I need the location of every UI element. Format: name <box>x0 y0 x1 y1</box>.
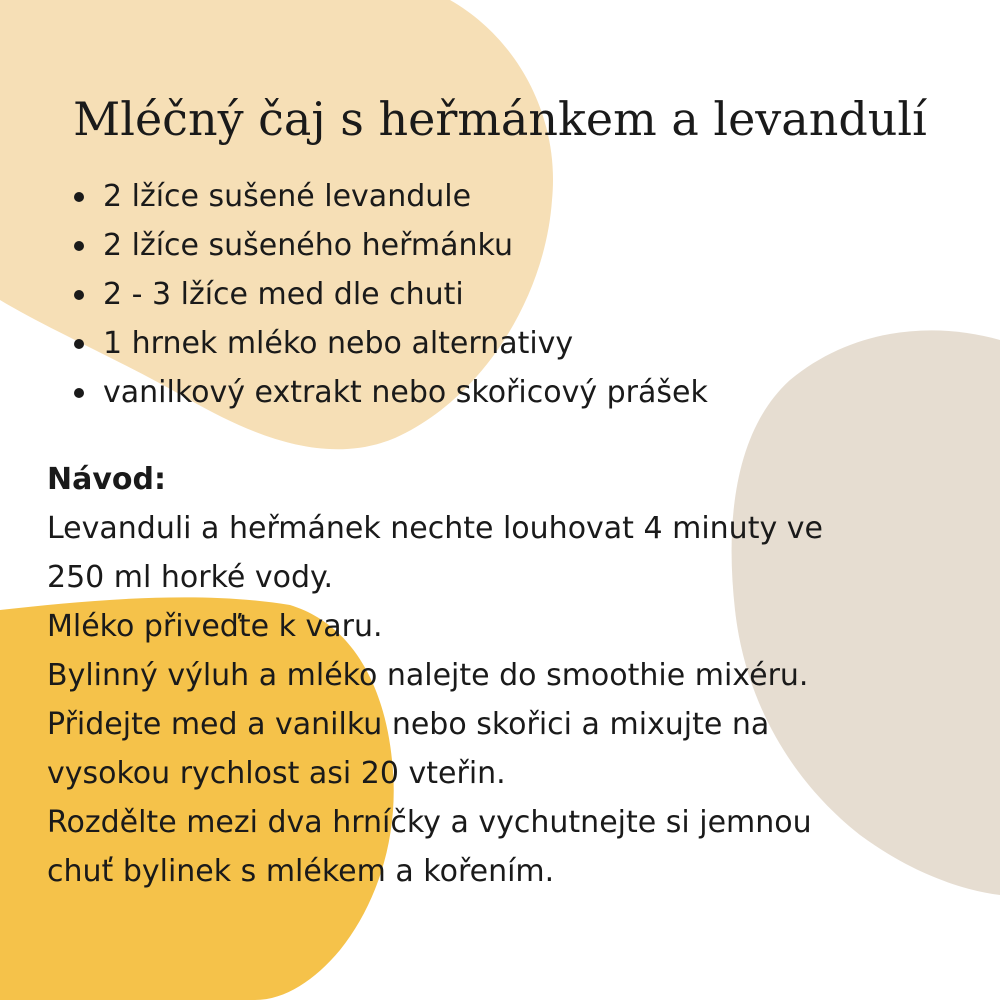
instruction-line: Mléko přiveďte k varu. <box>47 609 383 644</box>
instruction-line: 250 ml horké vody. <box>47 560 334 595</box>
instruction-line: chuť bylinek s mlékem a kořením. <box>47 854 555 889</box>
recipe-title: Mléčný čaj s heřmánkem a levandulí <box>73 92 927 146</box>
ingredient-item: 2 lžíce sušené levandule <box>103 172 708 221</box>
instruction-line: vysokou rychlost asi 20 vteřin. <box>47 756 506 791</box>
ingredient-item: 2 lžíce sušeného heřmánku <box>103 221 708 270</box>
ingredient-item: 1 hrnek mléko nebo alternativy <box>103 319 708 368</box>
instructions-heading: Návod: <box>47 462 166 497</box>
instruction-line: Rozdělte mezi dva hrníčky a vychutnejte si jemnou <box>47 805 812 840</box>
instruction-line: Přidejte med a vanilku nebo skořici a mixujte na <box>47 707 770 742</box>
instruction-line: Levanduli a heřmánek nechte louhovat 4 minuty ve <box>47 511 823 546</box>
instructions-section <box>47 455 977 896</box>
ingredient-item: 2 - 3 lžíce med dle chuti <box>103 270 708 319</box>
ingredient-item: vanilkový extrakt nebo skořicový prášek <box>103 368 708 417</box>
ingredient-list <box>55 172 708 417</box>
instruction-line: Bylinný výluh a mléko nalejte do smoothie mixéru. <box>47 658 809 693</box>
